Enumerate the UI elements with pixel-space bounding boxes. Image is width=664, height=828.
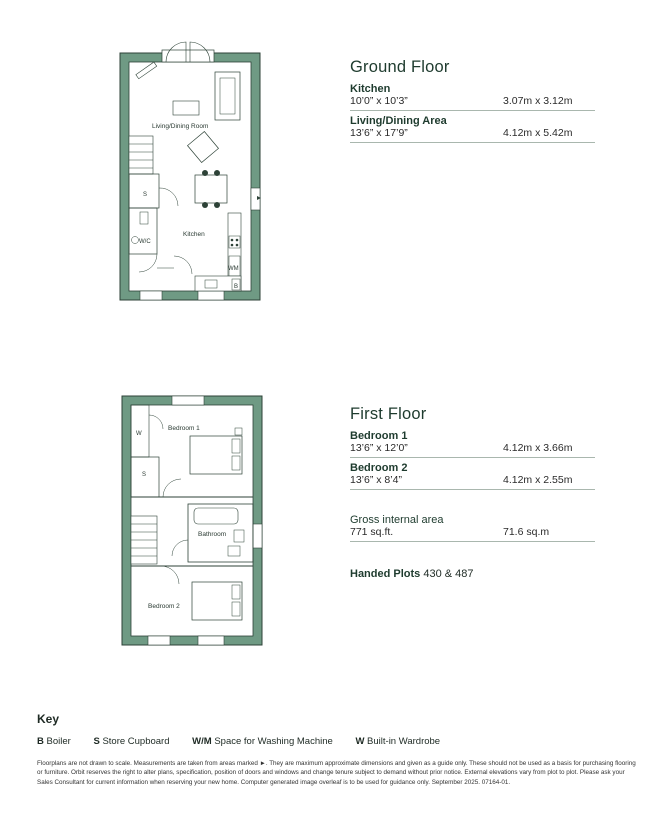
room-dimensions — [350, 127, 595, 143]
ground-boiler-label: B — [234, 284, 239, 290]
first-floor-title: First Floor — [350, 405, 427, 423]
ground-floor-spec — [350, 58, 595, 147]
imperial-dimension: 13’6” x 12’0” — [350, 442, 408, 454]
first-store-label: S — [142, 472, 147, 478]
room-dimensions — [350, 442, 595, 458]
key-code: W/M — [192, 736, 212, 747]
room-entry — [350, 462, 595, 490]
key-label: Built-in Wardrobe — [367, 736, 441, 747]
room-entry — [350, 83, 595, 111]
key-code: B — [37, 736, 44, 747]
handed-plots — [350, 568, 595, 580]
room-name: Bedroom 2 — [350, 462, 408, 474]
key-item — [37, 736, 81, 747]
key-item — [192, 736, 343, 747]
gross-area-metric: 71.6 sq.m — [503, 526, 550, 538]
handed-plots-value: 430 & 487 — [423, 568, 474, 580]
first-bedroom1-label: Bedroom 1 — [168, 425, 200, 432]
key-label: Store Cupboard — [102, 736, 170, 747]
key-code: S — [93, 736, 100, 747]
key-label: Boiler — [46, 736, 71, 747]
handed-plots-label: Handed Plots — [350, 568, 421, 580]
room-dimensions — [350, 474, 595, 490]
imperial-dimension: 10’0” x 10’3” — [350, 95, 408, 107]
metric-dimension: 4.12m x 5.42m — [503, 127, 573, 139]
gross-area — [350, 514, 595, 542]
key-item — [355, 736, 450, 747]
room-dimensions — [350, 95, 595, 111]
room-entry — [350, 430, 595, 458]
metric-dimension: 4.12m x 2.55m — [503, 474, 573, 486]
key-title: Key — [37, 712, 60, 726]
key-item — [93, 736, 179, 747]
first-floor-drawing — [110, 390, 270, 650]
gross-area-imperial: 771 sq.ft. — [350, 526, 394, 538]
room-name: Living/Dining Area — [350, 115, 447, 127]
ground-floor-drawing — [110, 28, 270, 308]
room-name: Bedroom 1 — [350, 430, 408, 442]
ground-floor-plan — [110, 28, 270, 308]
first-bathroom-label: Bathroom — [198, 531, 227, 538]
ground-living-label: Living/Dining Room — [152, 123, 209, 130]
gross-area-values — [350, 526, 595, 542]
key-label: Space for Washing Machine — [214, 736, 333, 747]
room-name: Kitchen — [350, 83, 391, 95]
first-bedroom2-label: Bedroom 2 — [148, 603, 180, 610]
ground-wm-label: WM — [228, 266, 239, 272]
metric-dimension: 3.07m x 3.12m — [503, 95, 573, 107]
first-floor-spec — [350, 405, 595, 580]
first-floor-plan — [110, 390, 270, 650]
imperial-dimension: 13’6” x 8’4” — [350, 474, 402, 486]
room-entry — [350, 115, 595, 143]
ground-kitchen-label: Kitchen — [183, 231, 205, 238]
gross-area-label: Gross internal area — [350, 514, 444, 526]
metric-dimension: 4.12m x 3.66m — [503, 442, 573, 454]
first-wardrobe-label: W — [136, 431, 142, 437]
key-code: W — [355, 736, 365, 747]
ground-store-label: S — [143, 192, 148, 198]
ground-floor-title: Ground Floor — [350, 58, 450, 76]
key — [37, 712, 59, 726]
imperial-dimension: 13’6” x 17’9” — [350, 127, 408, 139]
ground-wc-label: W/C — [139, 239, 151, 245]
disclaimer: Floorplans are not drawn to scale. Measurements are taken from areas marked ►. They are maximum approximate dimensions and given as a guide only. These should not be used as a basis for purchasing flooring or furniture. Orbit reserves the right to alter plans, specification, position of doors and windows and change tenure subject to demand without prior notice. External elevations vary from plot to plot. Please ask your Sales Consultant for current information when reserving your new home. Computer generated image overleaf is to be used for guidance only. September 2025. 07164-01. — [37, 760, 636, 786]
key-items — [37, 736, 460, 747]
